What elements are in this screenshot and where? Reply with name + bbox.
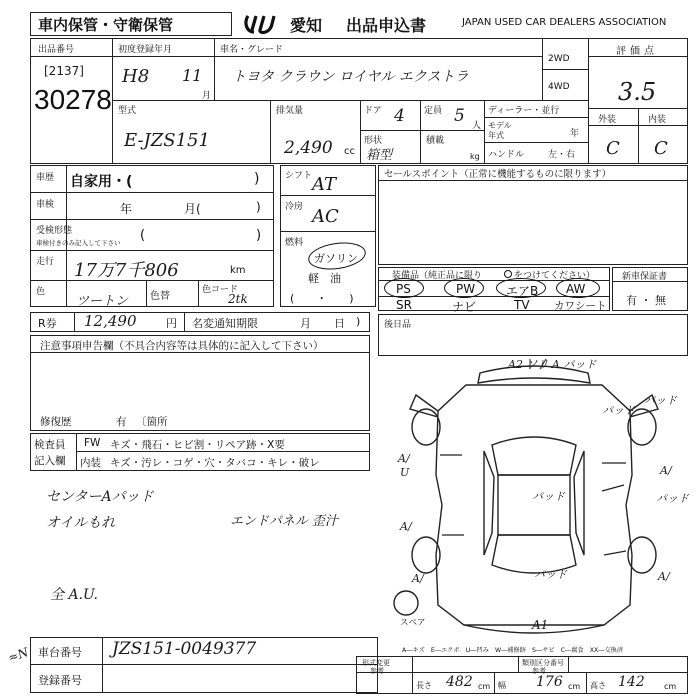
diagram-trunk: パッド [534,568,567,581]
car-name-label: 車名・グレード [220,45,284,55]
capacity-unit: 人 [472,121,482,131]
inspection-month: 月( [184,202,201,216]
capacity-value: 5 [454,106,465,126]
form-change-label: 形式変更 [362,659,390,667]
length-value: 482 [446,674,473,690]
inspection-close: ) [256,200,261,214]
dealer-label: ディーラー・並行 [488,106,560,116]
receipt-label: 受検形態 [36,226,73,236]
width-label: 幅 [498,681,506,690]
diagram-left-upper-2: U [400,466,410,479]
inspector-fw-head: FW [84,437,101,449]
displacement-value: 2,490 [284,138,333,158]
color-code-value: 2tk [228,292,248,306]
recycle-value: 12,490 [84,312,137,330]
rear-goods-label: 後日品 [384,320,412,330]
first-reg-label: 初度登録年月 [118,45,173,55]
exterior-label: 外装 [598,115,617,125]
doors-value: 4 [394,106,405,126]
margin-mark: ≈N [6,644,31,666]
notes-label: 注意事項申告欄（不具合内容等は具体的に記入して下さい） [40,340,324,352]
first-reg-month: 11 [182,66,203,85]
receipt-note: 車検付きのみ記入して下さい [36,239,121,247]
diagram-top-note: A2 ソリ A パッド [508,358,597,371]
drive-4wd: 4WD [548,82,570,92]
load-unit: kg [470,152,480,161]
model-label: 型式 [118,106,137,116]
height-value: 142 [618,674,645,690]
mileage-value: 17万7千806 [74,260,179,281]
equip-pw-circle [444,278,484,298]
shape-value: 箱型 [366,148,393,163]
ac-value: AC [312,206,339,227]
displacement-label: 排気量 [276,106,304,116]
diagram-roof: パッド [532,490,565,503]
length-unit: cm [478,682,491,691]
diagram-right-mid: パッド [656,492,689,505]
width-value: 176 [536,674,563,690]
recycle-unit: 円 [166,317,177,330]
vin-label: 車台番号 [38,646,82,659]
history-close: ) [254,171,260,187]
handwritten-line-1: センターAパッド [46,489,154,505]
equipment-circle-mark [504,270,512,278]
handwritten-line-4: 全 A.U. [50,587,98,603]
form-change-sub: 参考 [370,667,384,675]
width-unit: cm [568,682,581,691]
displacement-unit: cc [344,146,355,157]
address-change-day: 日 [334,317,345,330]
diagram-legend: A―キズ E―エクボ U―凹み W―補修跡 S―サビ C―腐食 XX―交換済 [402,647,624,654]
ju-logo-icon [242,12,288,36]
model-year-unit: 年 [570,129,580,139]
equip-airbag: エアB [506,284,539,298]
rating-value: 3.5 [618,78,657,106]
repair-history-label: 修復歴 [40,416,72,428]
color-code-label: 色コード [202,285,239,295]
shift-label: シフト [285,171,313,181]
fuel-light-oil: 軽 油 [308,272,341,285]
handwritten-line-3: エンドパネル 歪汁 [230,514,338,529]
class-sub: 参考 [532,667,546,675]
inspection-label: 車検 [36,200,55,210]
handle-label: ハンドル [488,150,525,160]
equip-sr: SR [396,298,412,312]
shift-value: AT [312,174,337,195]
diagram-left-lower: A/ [412,572,424,585]
equipment-label: 装備品（純正品に限り [392,271,483,281]
load-label: 積載 [426,136,445,146]
height-label: 高さ [590,681,606,690]
ac-label: 冷房 [285,202,304,212]
inspector-label-2: 記入欄 [34,455,66,467]
diagram-right-upper: A/ [660,464,672,477]
lot-label: 出品番号 [38,45,75,55]
inspector-label-1: 検査員 [34,439,66,451]
diagram-hood: パッド [602,404,635,417]
car-name-value: トヨタ クラウン ロイヤル エクストラ [232,69,469,85]
storage-label: 車内保管・守衛保管 [38,16,174,34]
model-value: E-JZS151 [124,130,210,151]
inspector-fw-items: キズ・飛石・ヒビ割・リペア跡・X要 [110,439,285,451]
org-name: 愛知 [290,16,323,35]
inspector-interior-items: キズ・汚レ・コゲ・穴・タバコ・キレ・破レ [110,457,320,469]
diagram-right-lower: A/ [658,570,670,583]
paint-change-label: 色替 [150,291,170,302]
rear-goods-block [378,314,688,356]
history-label: 車歴 [36,173,55,183]
sales-points-label: セールスポイント（正常に機能するものに限ります） [384,169,612,180]
first-reg-year: H8 [122,66,150,87]
equip-ps: PS [396,282,411,296]
fuel-paren: ( ・ ) [290,292,354,305]
equip-tv: TV [514,298,530,312]
class-label: 類別区分番号 [522,659,564,667]
mileage-label: 走行 [36,257,55,267]
receipt-open: ( [140,228,146,243]
equip-pw: PW [456,282,476,296]
diagram-spare-label: スペア [400,618,426,628]
equip-airbag-circle [496,278,546,298]
doors-label: ドア [364,106,382,116]
address-change-close: ) [356,315,361,328]
diagram-front-right: パッド [644,394,677,407]
diagram-left-mid: A/ [400,520,412,533]
model-year-label: モデル [488,121,512,130]
recycle-label: R券 [38,317,57,330]
inspection-year: 年 [120,202,133,216]
address-change-month: 月 [300,317,311,330]
interior-value: C [654,138,668,159]
handle-options: 左・右 [548,150,576,160]
receipt-close: ) [256,228,262,243]
height-unit: cm [664,682,677,691]
history-value: 自家用・( [70,174,133,190]
model-year-suffix: 年式 [488,131,504,140]
shape-label: 形状 [364,136,383,146]
first-reg-unit: 月 [202,91,212,101]
repair-history-place: 〔箇所 [136,416,168,428]
lot-number: 30278 [34,84,112,115]
color-value: ツートン [76,294,129,309]
equip-navi: ナビ [452,300,477,314]
equipment-label-2: をつけてください） [514,271,596,281]
new-warranty-label: 新車保証書 [622,272,668,282]
rating-label: 評価点 [616,46,658,57]
fuel-gasoline: ガソリン [314,252,358,265]
capacity-label: 定員 [424,106,443,116]
interior-label: 内装 [648,115,667,125]
form-title: 出品申込書 [346,16,427,35]
equip-kawa-seat: カワシート [554,300,607,312]
diagram-left-upper: A/ [398,452,410,465]
equip-aw-circle [556,278,600,298]
color-label: 色 [36,287,46,297]
equip-ps-circle [384,278,424,298]
lot-small-number: [2137] [44,64,84,78]
repair-history-value: 有 [116,416,127,428]
registration-label: 登録番号 [38,674,82,687]
mileage-unit: km [230,265,246,276]
diagram-rear-note: A1 [532,618,549,632]
fuel-label: 燃料 [285,238,304,248]
handwritten-line-2: オイルもれ [46,515,116,531]
new-warranty-options: 有 ・ 無 [626,294,666,307]
inspector-interior-head: 内装 [80,457,101,469]
drive-2wd: 2WD [548,54,570,64]
vin-value: JZS151-0049377 [112,639,257,659]
association-name: JAPAN USED CAR DEALERS ASSOCIATION [462,17,667,28]
ju-logo [242,12,288,36]
length-label: 長さ [416,681,432,690]
address-change-label: 名変通知期限 [192,317,258,330]
equip-aw: AW [566,282,586,296]
exterior-value: C [606,138,620,159]
